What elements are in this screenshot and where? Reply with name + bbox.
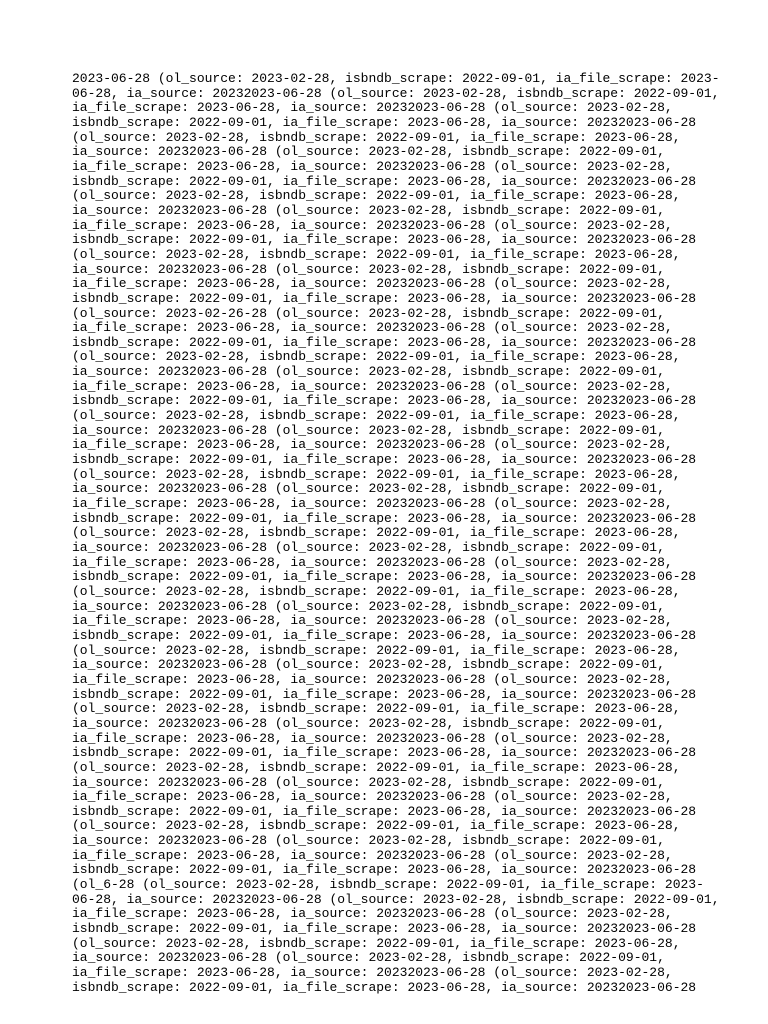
text-line: (ol_source: 2023-02-28, isbndb_scrape: 2022-09-01, ia_file_scrape: 2023-06-28, <box>72 583 681 599</box>
text-line: ia_file_scrape: 2023-06-28, ia_source: 20232023-06-28 (ol_source: 2023-02-28, <box>72 158 673 174</box>
text-line: (ol_source: 2023-02-28, isbndb_scrape: 2022-09-01, ia_file_scrape: 2023-06-28, <box>72 642 681 658</box>
text-line: ia_file_scrape: 2023-06-28, ia_source: 20232023-06-28 (ol_source: 2023-02-28, <box>72 100 673 116</box>
text-line: ia_source: 20232023-06-28 (ol_source: 2023-02-28, isbndb_scrape: 2022-09-01, <box>72 202 665 218</box>
text-line: (ol_source: 2023-02-28, isbndb_scrape: 2022-09-01, ia_file_scrape: 2023-06-28, <box>72 935 681 951</box>
text-line: ia_file_scrape: 2023-06-28, ia_source: 20232023-06-28 (ol_source: 2023-02-28, <box>72 276 673 292</box>
text-line: (ol_6-28 (ol_source: 2023-02-28, isbndb_scrape: 2022-09-01, ia_file_scrape: 2023- <box>72 877 704 893</box>
text-line: isbndb_scrape: 2022-09-01, ia_file_scrape: 2023-06-28, ia_source: 20232023-06-28 <box>72 569 697 585</box>
text-line: ia_file_scrape: 2023-06-28, ia_source: 20232023-06-28 (ol_source: 2023-02-28, <box>72 217 673 233</box>
text-line: isbndb_scrape: 2022-09-01, ia_file_scrape: 2023-06-28, ia_source: 20232023-06-28 <box>72 921 697 937</box>
text-line: 2023-06-28 (ol_source: 2023-02-28, isbndb_scrape: 2022-09-01, ia_file_scrape: 2023- <box>72 71 720 86</box>
text-line: isbndb_scrape: 2022-09-01, ia_file_scrape: 2023-06-28, ia_source: 20232023-06-28 <box>72 290 697 306</box>
text-line: ia_source: 20232023-06-28 (ol_source: 2023-02-28, isbndb_scrape: 2022-09-01, <box>72 364 665 380</box>
text-line: ia_file_scrape: 2023-06-28, ia_source: 20232023-06-28 (ol_source: 2023-02-28, <box>72 437 673 453</box>
text-line: isbndb_scrape: 2022-09-01, ia_file_scrape: 2023-06-28, ia_source: 20232023-06-28 <box>72 334 697 350</box>
text-line: (ol_source: 2023-02-28, isbndb_scrape: 2022-09-01, ia_file_scrape: 2023-06-28, <box>72 701 681 717</box>
document-text <box>72 71 720 995</box>
text-line: isbndb_scrape: 2022-09-01, ia_file_scrape: 2023-06-28, ia_source: 20232023-06-28 <box>72 510 697 526</box>
text-line: 06-28, ia_source: 20232023-06-28 (ol_source: 2023-02-28, isbndb_scrape: 2022-09-01, <box>72 85 720 101</box>
text-line: ia_source: 20232023-06-28 (ol_source: 2023-02-28, isbndb_scrape: 2022-09-01, <box>72 833 665 849</box>
text-line: ia_file_scrape: 2023-06-28, ia_source: 20232023-06-28 (ol_source: 2023-02-28, <box>72 789 673 805</box>
text-line: (ol_source: 2023-02-28, isbndb_scrape: 2022-09-01, ia_file_scrape: 2023-06-28, <box>72 466 681 482</box>
text-line: isbndb_scrape: 2022-09-01, ia_file_scrape: 2023-06-28, ia_source: 20232023-06-28 <box>72 452 697 468</box>
text-line: (ol_source: 2023-02-28, isbndb_scrape: 2022-09-01, ia_file_scrape: 2023-06-28, <box>72 349 681 365</box>
text-line: ia_file_scrape: 2023-06-28, ia_source: 20232023-06-28 (ol_source: 2023-02-28, <box>72 320 673 336</box>
text-line: isbndb_scrape: 2022-09-01, ia_file_scrape: 2023-06-28, ia_source: 20232023-06-28 <box>72 232 697 248</box>
text-line: ia_source: 20232023-06-28 (ol_source: 2023-02-28, isbndb_scrape: 2022-09-01, <box>72 481 665 497</box>
text-line: ia_file_scrape: 2023-06-28, ia_source: 20232023-06-28 (ol_source: 2023-02-28, <box>72 730 673 746</box>
text-line: ia_source: 20232023-06-28 (ol_source: 2023-02-28, isbndb_scrape: 2022-09-01, <box>72 715 665 731</box>
text-line: (ol_source: 2023-02-28, isbndb_scrape: 2022-09-01, ia_file_scrape: 2023-06-28, <box>72 818 681 834</box>
document-page <box>72 71 720 995</box>
text-line: isbndb_scrape: 2022-09-01, ia_file_scrape: 2023-06-28, ia_source: 20232023-06-28 <box>72 803 697 819</box>
text-line: ia_file_scrape: 2023-06-28, ia_source: 20232023-06-28 (ol_source: 2023-02-28, <box>72 378 673 394</box>
text-line: ia_file_scrape: 2023-06-28, ia_source: 20232023-06-28 (ol_source: 2023-02-28, <box>72 496 673 512</box>
text-line: isbndb_scrape: 2022-09-01, ia_file_scrape: 2023-06-28, ia_source: 20232023-06-28 <box>72 745 697 761</box>
text-line: (ol_source: 2023-02-28, isbndb_scrape: 2022-09-01, ia_file_scrape: 2023-06-28, <box>72 525 681 541</box>
text-line: ia_file_scrape: 2023-06-28, ia_source: 20232023-06-28 (ol_source: 2023-02-28, <box>72 906 673 922</box>
text-line: ia_source: 20232023-06-28 (ol_source: 2023-02-28, isbndb_scrape: 2022-09-01, <box>72 422 665 438</box>
text-line: (ol_source: 2023-02-28, isbndb_scrape: 2022-09-01, ia_file_scrape: 2023-06-28, <box>72 246 681 262</box>
text-line: (ol_source: 2023-02-28, isbndb_scrape: 2022-09-01, ia_file_scrape: 2023-06-28, <box>72 129 681 145</box>
text-line: ia_source: 20232023-06-28 (ol_source: 2023-02-28, isbndb_scrape: 2022-09-01, <box>72 657 665 673</box>
text-line: ia_file_scrape: 2023-06-28, ia_source: 20232023-06-28 (ol_source: 2023-02-28, <box>72 965 673 981</box>
text-line: ia_source: 20232023-06-28 (ol_source: 2023-02-28, isbndb_scrape: 2022-09-01, <box>72 540 665 555</box>
text-line: ia_source: 20232023-06-28 (ol_source: 2023-02-28, isbndb_scrape: 2022-09-01, <box>72 261 665 277</box>
text-line: isbndb_scrape: 2022-09-01, ia_file_scrape: 2023-06-28, ia_source: 20232023-06-28 <box>72 173 697 189</box>
text-line: ia_file_scrape: 2023-06-28, ia_source: 20232023-06-28 (ol_source: 2023-02-28, <box>72 671 673 687</box>
text-line: isbndb_scrape: 2022-09-01, ia_file_scrape: 2023-06-28, ia_source: 20232023-06-28 <box>72 627 697 643</box>
text-line: (ol_source: 2023-02-28, isbndb_scrape: 2022-09-01, ia_file_scrape: 2023-06-28, <box>72 759 681 775</box>
text-line: ia_source: 20232023-06-28 (ol_source: 2023-02-28, isbndb_scrape: 2022-09-01, <box>72 144 665 160</box>
text-line: ia_file_scrape: 2023-06-28, ia_source: 20232023-06-28 (ol_source: 2023-02-28, <box>72 847 673 863</box>
text-line: ia_source: 20232023-06-28 (ol_source: 2023-02-28, isbndb_scrape: 2022-09-01, <box>72 950 665 966</box>
text-line: ia_source: 20232023-06-28 (ol_source: 2023-02-28, isbndb_scrape: 2022-09-01, <box>72 774 665 790</box>
text-line: ia_file_scrape: 2023-06-28, ia_source: 20232023-06-28 (ol_source: 2023-02-28, <box>72 613 673 629</box>
text-line: (ol_source: 2023-02-26-28 (ol_source: 2023-02-28, isbndb_scrape: 2022-09-01, <box>72 305 665 321</box>
text-line: isbndb_scrape: 2022-09-01, ia_file_scrape: 2023-06-28, ia_source: 20232023-06-28 <box>72 393 697 409</box>
text-line: isbndb_scrape: 2022-09-01, ia_file_scrape: 2023-06-28, ia_source: 20232023-06-28 <box>72 979 697 995</box>
text-line: isbndb_scrape: 2022-09-01, ia_file_scrape: 2023-06-28, ia_source: 20232023-06-28 <box>72 862 697 878</box>
text-line: 06-28, ia_source: 20232023-06-28 (ol_source: 2023-02-28, isbndb_scrape: 2022-09-01, <box>72 891 720 907</box>
text-line: ia_source: 20232023-06-28 (ol_source: 2023-02-28, isbndb_scrape: 2022-09-01, <box>72 598 665 614</box>
text-line: (ol_source: 2023-02-28, isbndb_scrape: 2022-09-01, ia_file_scrape: 2023-06-28, <box>72 408 681 424</box>
text-line: ia_file_scrape: 2023-06-28, ia_source: 20232023-06-28 (ol_source: 2023-02-28, <box>72 554 673 570</box>
text-line: (ol_source: 2023-02-28, isbndb_scrape: 2022-09-01, ia_file_scrape: 2023-06-28, <box>72 188 681 204</box>
text-line: isbndb_scrape: 2022-09-01, ia_file_scrape: 2023-06-28, ia_source: 20232023-06-28 <box>72 114 697 130</box>
text-line: isbndb_scrape: 2022-09-01, ia_file_scrape: 2023-06-28, ia_source: 20232023-06-28 <box>72 686 697 702</box>
